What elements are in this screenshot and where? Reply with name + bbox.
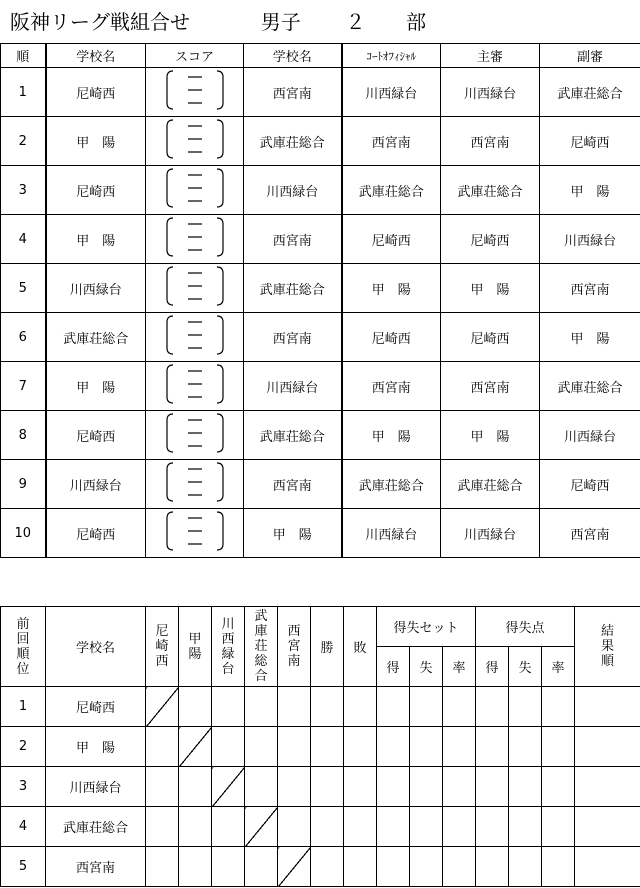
score-cell[interactable] — [146, 313, 244, 362]
header-set-rate: 率 — [443, 647, 476, 687]
referee-cell: 西宮南 — [441, 117, 540, 166]
header-win: 勝 — [311, 607, 344, 687]
court-official-cell: 武庫荘総合 — [342, 460, 441, 509]
header-point-rate: 率 — [542, 647, 575, 687]
header-opp-5: 西 宮 南 — [278, 607, 311, 687]
match-result-cell[interactable] — [278, 767, 311, 807]
diagonal-cell — [212, 767, 245, 807]
school-a-cell: 尼崎西 — [46, 509, 146, 558]
set-lost-cell[interactable] — [410, 847, 443, 887]
match-result-cell[interactable] — [212, 847, 245, 887]
school-b-cell: 西宮南 — [244, 68, 342, 117]
match-result-cell[interactable] — [245, 727, 278, 767]
results-row — [1, 807, 640, 847]
set-gain-cell[interactable] — [377, 767, 410, 807]
court-official-cell: 川西緑台 — [342, 509, 441, 558]
match-result-cell[interactable] — [179, 687, 212, 727]
court-official-cell: 尼崎西 — [342, 313, 441, 362]
set-gain-cell[interactable] — [377, 847, 410, 887]
prev-rank-cell: 5 — [1, 847, 46, 887]
win-cell[interactable] — [311, 687, 344, 727]
point-rate-cell[interactable] — [542, 847, 575, 887]
score-bracket-icon — [163, 509, 227, 553]
match-result-cell[interactable] — [212, 727, 245, 767]
final-rank-cell[interactable] — [575, 727, 640, 767]
match-result-cell[interactable] — [179, 767, 212, 807]
header-loss: 敗 — [344, 607, 377, 687]
score-cell[interactable] — [146, 68, 244, 117]
referee-cell: 甲 陽 — [441, 264, 540, 313]
score-cell[interactable] — [146, 362, 244, 411]
schedule-row — [1, 509, 640, 558]
header-school-b: 学校名 — [244, 44, 342, 68]
point-rate-cell[interactable] — [542, 767, 575, 807]
school-cell: 西宮南 — [46, 847, 146, 887]
final-rank-cell[interactable] — [575, 767, 640, 807]
match-result-cell[interactable] — [212, 807, 245, 847]
school-a-cell: 尼崎西 — [46, 411, 146, 460]
assistant-referee-cell: 尼崎西 — [540, 117, 640, 166]
court-official-cell: 西宮南 — [342, 362, 441, 411]
set-gain-cell[interactable] — [377, 807, 410, 847]
school-a-cell: 尼崎西 — [46, 166, 146, 215]
order-cell: 4 — [1, 215, 46, 264]
header-set-gain: 得 — [377, 647, 410, 687]
referee-cell: 西宮南 — [441, 362, 540, 411]
match-result-cell[interactable] — [278, 687, 311, 727]
set-lost-cell[interactable] — [410, 767, 443, 807]
court-official-cell: 尼崎西 — [342, 215, 441, 264]
prev-rank-cell: 3 — [1, 767, 46, 807]
score-cell[interactable] — [146, 117, 244, 166]
order-cell: 2 — [1, 117, 46, 166]
header-point-lost: 失 — [509, 647, 542, 687]
header-order: 順 — [1, 44, 46, 68]
point-gain-cell[interactable] — [476, 847, 509, 887]
order-cell: 7 — [1, 362, 46, 411]
win-cell[interactable] — [311, 727, 344, 767]
title-division: 部 — [406, 10, 427, 34]
header-school-a: 学校名 — [46, 44, 146, 68]
school-a-cell: 武庫荘総合 — [46, 313, 146, 362]
assistant-referee-cell: 武庫荘総合 — [540, 362, 640, 411]
set-lost-cell[interactable] — [410, 807, 443, 847]
match-result-cell[interactable] — [245, 687, 278, 727]
header-referee: 主審 — [441, 44, 540, 68]
score-cell[interactable] — [146, 264, 244, 313]
match-result-cell[interactable] — [146, 767, 179, 807]
prev-rank-cell: 1 — [1, 687, 46, 727]
court-official-cell: 甲 陽 — [342, 264, 441, 313]
point-lost-cell[interactable] — [509, 767, 542, 807]
match-result-cell[interactable] — [179, 847, 212, 887]
header-point-group: 得失点 — [476, 607, 575, 647]
school-b-cell: 西宮南 — [244, 460, 342, 509]
set-rate-cell[interactable] — [443, 687, 476, 727]
score-cell[interactable] — [146, 460, 244, 509]
school-b-cell: 川西緑台 — [244, 166, 342, 215]
score-bracket-icon — [163, 411, 227, 455]
score-cell[interactable] — [146, 411, 244, 460]
assistant-referee-cell: 西宮南 — [540, 264, 640, 313]
set-rate-cell[interactable] — [443, 727, 476, 767]
score-bracket-icon — [163, 313, 227, 357]
header-court-official: ｺｰﾄｵﾌｨｼｬﾙ — [342, 44, 441, 68]
referee-cell: 尼崎西 — [441, 215, 540, 264]
point-gain-cell[interactable] — [476, 767, 509, 807]
order-cell: 3 — [1, 166, 46, 215]
schedule-row — [1, 362, 640, 411]
final-rank-cell[interactable] — [575, 687, 640, 727]
loss-cell[interactable] — [344, 767, 377, 807]
results-row — [1, 727, 640, 767]
point-gain-cell[interactable] — [476, 687, 509, 727]
order-cell: 1 — [1, 68, 46, 117]
loss-cell[interactable] — [344, 807, 377, 847]
header-final-rank: 結 果 順 — [575, 607, 640, 687]
court-official-cell: 甲 陽 — [342, 411, 441, 460]
order-cell: 10 — [1, 509, 46, 558]
school-a-cell: 川西緑台 — [46, 264, 146, 313]
schedule-header-row — [1, 44, 640, 68]
schedule-row — [1, 166, 640, 215]
score-cell[interactable] — [146, 215, 244, 264]
title-main: 阪神リーグ戦組合せ — [10, 10, 190, 34]
school-a-cell: 甲 陽 — [46, 215, 146, 264]
order-cell: 5 — [1, 264, 46, 313]
final-rank-cell[interactable] — [575, 807, 640, 847]
match-result-cell[interactable] — [278, 807, 311, 847]
point-lost-cell[interactable] — [509, 807, 542, 847]
court-official-cell: 西宮南 — [342, 117, 441, 166]
results-header-row-1 — [1, 607, 640, 647]
school-b-cell: 武庫荘総合 — [244, 411, 342, 460]
schedule-row — [1, 264, 640, 313]
score-bracket-icon — [163, 68, 227, 112]
schedule-row — [1, 215, 640, 264]
results-row — [1, 767, 640, 807]
page-title — [10, 6, 426, 35]
set-rate-cell[interactable] — [443, 807, 476, 847]
point-rate-cell[interactable] — [542, 727, 575, 767]
header-set-lost: 失 — [410, 647, 443, 687]
school-a-cell: 川西緑台 — [46, 460, 146, 509]
assistant-referee-cell: 川西緑台 — [540, 215, 640, 264]
school-cell: 武庫荘総合 — [46, 807, 146, 847]
score-bracket-icon — [163, 166, 227, 210]
prev-rank-cell: 4 — [1, 807, 46, 847]
school-cell: 甲 陽 — [46, 727, 146, 767]
point-rate-cell[interactable] — [542, 807, 575, 847]
schedule-row — [1, 68, 640, 117]
schedule-row — [1, 460, 640, 509]
header-set-group: 得失セット — [377, 607, 476, 647]
score-bracket-icon — [163, 117, 227, 161]
diagonal-cell — [146, 687, 179, 727]
results-table — [0, 606, 640, 887]
set-gain-cell[interactable] — [377, 727, 410, 767]
header-point-gain: 得 — [476, 647, 509, 687]
match-result-cell[interactable] — [179, 807, 212, 847]
order-cell: 8 — [1, 411, 46, 460]
header-opp-3: 川 西 緑 台 — [212, 607, 245, 687]
header-opp-1: 尼 崎 西 — [146, 607, 179, 687]
set-lost-cell[interactable] — [410, 687, 443, 727]
header-opp-2: 甲 陽 — [179, 607, 212, 687]
referee-cell: 川西緑台 — [441, 68, 540, 117]
win-cell[interactable] — [311, 767, 344, 807]
school-a-cell: 甲 陽 — [46, 117, 146, 166]
score-bracket-icon — [163, 215, 227, 259]
assistant-referee-cell: 西宮南 — [540, 509, 640, 558]
results-row — [1, 687, 640, 727]
loss-cell[interactable] — [344, 687, 377, 727]
referee-cell: 尼崎西 — [441, 313, 540, 362]
set-gain-cell[interactable] — [377, 687, 410, 727]
point-rate-cell[interactable] — [542, 687, 575, 727]
school-a-cell: 尼崎西 — [46, 68, 146, 117]
win-cell[interactable] — [311, 807, 344, 847]
header-opp-4: 武 庫 荘 総 合 — [245, 607, 278, 687]
assistant-referee-cell: 甲 陽 — [540, 313, 640, 362]
school-b-cell: 西宮南 — [244, 313, 342, 362]
header-prev-rank: 前 回 順 位 — [1, 607, 46, 687]
score-bracket-icon — [163, 362, 227, 406]
set-rate-cell[interactable] — [443, 767, 476, 807]
header-school: 学校名 — [46, 607, 146, 687]
assistant-referee-cell: 川西緑台 — [540, 411, 640, 460]
school-a-cell: 甲 陽 — [46, 362, 146, 411]
title-group: 男子 — [260, 10, 301, 34]
match-result-cell[interactable] — [146, 727, 179, 767]
match-result-cell[interactable] — [278, 727, 311, 767]
school-b-cell: 川西緑台 — [244, 362, 342, 411]
match-result-cell[interactable] — [245, 847, 278, 887]
score-bracket-icon — [163, 264, 227, 308]
match-result-cell[interactable] — [146, 807, 179, 847]
court-official-cell: 川西緑台 — [342, 68, 441, 117]
prev-rank-cell: 2 — [1, 727, 46, 767]
point-gain-cell[interactable] — [476, 727, 509, 767]
school-cell: 川西緑台 — [46, 767, 146, 807]
score-cell[interactable] — [146, 509, 244, 558]
school-b-cell: 武庫荘総合 — [244, 264, 342, 313]
school-b-cell: 西宮南 — [244, 215, 342, 264]
set-lost-cell[interactable] — [410, 727, 443, 767]
schedule-row — [1, 313, 640, 362]
point-lost-cell[interactable] — [509, 727, 542, 767]
court-official-cell: 武庫荘総合 — [342, 166, 441, 215]
school-b-cell: 武庫荘総合 — [244, 117, 342, 166]
referee-cell: 川西緑台 — [441, 509, 540, 558]
referee-cell: 武庫荘総合 — [441, 166, 540, 215]
header-assistant-referee: 副審 — [540, 44, 640, 68]
schedule-table — [0, 43, 640, 558]
match-result-cell[interactable] — [245, 767, 278, 807]
referee-cell: 武庫荘総合 — [441, 460, 540, 509]
results-row — [1, 847, 640, 887]
point-lost-cell[interactable] — [509, 847, 542, 887]
assistant-referee-cell: 武庫荘総合 — [540, 68, 640, 117]
referee-cell: 甲 陽 — [441, 411, 540, 460]
order-cell: 6 — [1, 313, 46, 362]
diagonal-cell — [179, 727, 212, 767]
match-result-cell[interactable] — [212, 687, 245, 727]
score-bracket-icon — [163, 460, 227, 504]
header-score: スコア — [146, 44, 244, 68]
schedule-row — [1, 117, 640, 166]
diagonal-cell — [278, 847, 311, 887]
score-cell[interactable] — [146, 166, 244, 215]
school-cell: 尼崎西 — [46, 687, 146, 727]
point-gain-cell[interactable] — [476, 807, 509, 847]
title-division-number: ２ — [345, 10, 366, 34]
order-cell: 9 — [1, 460, 46, 509]
school-b-cell: 甲 陽 — [244, 509, 342, 558]
loss-cell[interactable] — [344, 727, 377, 767]
loss-cell[interactable] — [344, 847, 377, 887]
diagonal-cell — [245, 807, 278, 847]
assistant-referee-cell: 尼崎西 — [540, 460, 640, 509]
assistant-referee-cell: 甲 陽 — [540, 166, 640, 215]
win-cell[interactable] — [311, 847, 344, 887]
schedule-row — [1, 411, 640, 460]
set-rate-cell[interactable] — [443, 847, 476, 887]
final-rank-cell[interactable] — [575, 847, 640, 887]
match-result-cell[interactable] — [146, 847, 179, 887]
point-lost-cell[interactable] — [509, 687, 542, 727]
